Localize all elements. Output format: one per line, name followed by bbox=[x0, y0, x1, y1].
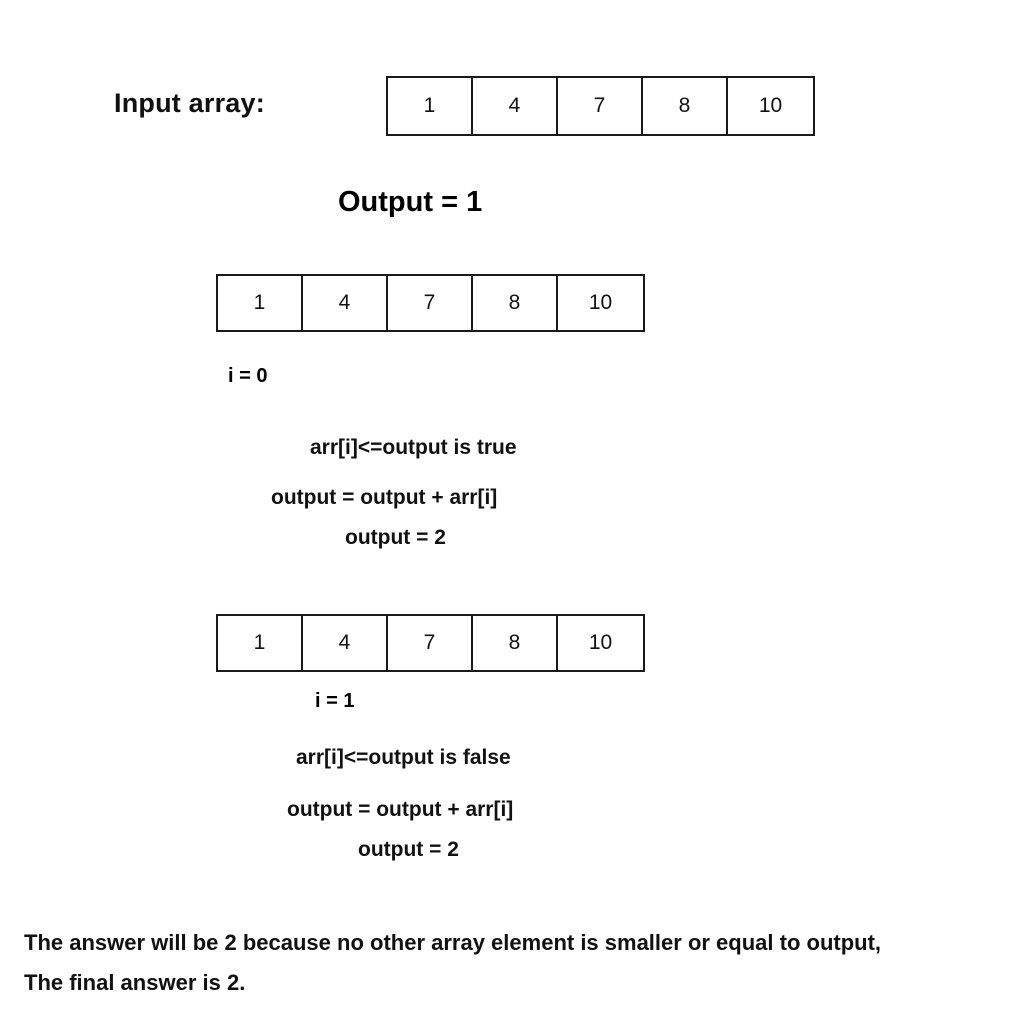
step-1-condition-text: arr[i]<=output is true bbox=[310, 436, 517, 459]
array-cell: 4 bbox=[303, 276, 388, 330]
array-cell: 8 bbox=[473, 616, 558, 670]
array-cell: 7 bbox=[388, 616, 473, 670]
array-cell: 1 bbox=[218, 276, 303, 330]
array-cell: 7 bbox=[388, 276, 473, 330]
step-1-index-label: i = 0 bbox=[228, 365, 268, 387]
conclusion-line-2: The final answer is 2. bbox=[24, 970, 246, 995]
array-cell: 4 bbox=[303, 616, 388, 670]
step-2-result-text: output = 2 bbox=[358, 838, 459, 861]
output-heading: Output = 1 bbox=[338, 186, 483, 218]
step-2-index-label: i = 1 bbox=[315, 690, 355, 712]
step-2-array-row bbox=[216, 614, 645, 672]
step-1-assignment-text: output = output + arr[i] bbox=[271, 486, 498, 509]
input-array-row bbox=[386, 76, 815, 136]
array-cell: 8 bbox=[473, 276, 558, 330]
array-cell: 1 bbox=[388, 78, 473, 134]
array-cell: 1 bbox=[218, 616, 303, 670]
array-cell: 8 bbox=[643, 78, 728, 134]
array-cell: 7 bbox=[558, 78, 643, 134]
step-2-condition-text: arr[i]<=output is false bbox=[296, 746, 511, 769]
conclusion-line-1: The answer will be 2 because no other array element is smaller or equal to output, bbox=[24, 930, 882, 955]
array-cell: 4 bbox=[473, 78, 558, 134]
array-cell: 10 bbox=[728, 78, 813, 134]
array-cell: 10 bbox=[558, 616, 643, 670]
step-2-assignment-text: output = output + arr[i] bbox=[287, 798, 514, 821]
array-cell: 10 bbox=[558, 276, 643, 330]
step-1-array-row bbox=[216, 274, 645, 332]
step-1-result-text: output = 2 bbox=[345, 526, 446, 549]
input-array-label: Input array: bbox=[114, 88, 265, 118]
